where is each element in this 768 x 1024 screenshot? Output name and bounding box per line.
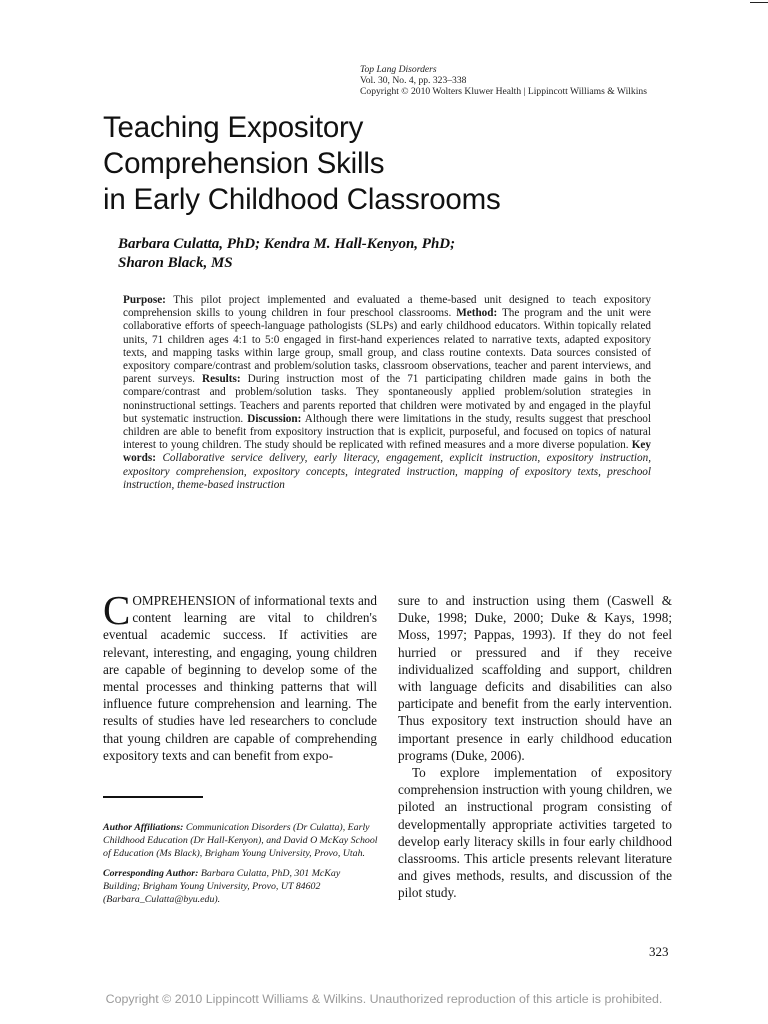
keywords-text: Collaborative service delivery, early literacy, engagement, explicit instruction, expository instruction, expository comprehension, expository concepts, integrated instruction, mapping of expository texts, preschool instruction, theme-based instruction	[123, 452, 652, 491]
purpose-label: Purpose:	[123, 294, 166, 306]
intro-paragraph	[103, 587, 377, 764]
journal-name: Top Lang Disorders	[360, 64, 437, 75]
corresponding-text: Barbara Culatta, PhD, 301 McKay Building; Brigham Young University, Provo, UT 84602 (Barbara_Culatta@byu.edu).	[103, 868, 341, 905]
affiliations-note	[103, 822, 379, 860]
journal-copyright: Copyright © 2010 Wolters Kluwer Health | Lippincott Williams & Wilkins	[360, 86, 647, 97]
title-line: Comprehension Skills	[103, 147, 385, 180]
results-label: Results:	[202, 373, 241, 386]
keywords-label: Key words:	[123, 439, 651, 465]
body-paragraph: To explore implementation of expository comprehension instruction with young children, we piloted an instructional program consisting of developmentally appropriate activities targeted to develop early literacy skills in four early childhood classrooms. This article presents relevant literature and gives methods, results, and discussion of the pilot study.	[398, 765, 672, 901]
results-text: During instruction most of the 71 participating children made gains in both the compare/contrast and problem/solution tasks. They spontaneously applied problem/solution strategies in noninstructional settings. Teachers and parents reported that children were motivated by and engaged in the playful but systematic instruction.	[123, 373, 652, 425]
intro-text: OMPREHENSION of informational texts and content learning are vital to children's eventual academic success. If activities are relevant, interesting, and engaging, young children are capable of beginning to develop some of the mental processes and thinking patterns that will influence future comprehension and learning. The results of studies have led researchers to conclude that young children are capable of comprehending expository texts and can benefit from expo-	[103, 593, 377, 763]
title-line: in Early Childhood Classrooms	[103, 183, 501, 216]
affiliations-label: Author Affiliations:	[103, 822, 184, 833]
title-line: Teaching Expository	[103, 111, 364, 144]
body-paragraph: sure to and instruction using them (Caswell & Duke, 1998; Duke, 2000; Duke & Kays, 1998; Moss, 1997; Pappas, 1993). If they do not feel hurried or pressured and if they receive individualized scaffolding and support, children with language deficits and disabilities can also participate and benefit from the early intervention. Thus expository text instruction should have an important presence in early childhood education programs (Duke, 2006).	[398, 593, 672, 763]
discussion-text: Although there were limitations in the study, results suggest that preschool children are able to benefit from expository instruction that is explicit, purposeful, and focused on topics of natural interest to young children. The study should be replicated with refined measures and a more diverse population.	[123, 412, 652, 452]
page-number: 323	[649, 944, 669, 959]
corresponding-note	[103, 868, 379, 906]
affiliations-text: Communication Disorders (Dr Culatta), Early Childhood Education (Dr Hall-Kenyon), and David O McKay School of Education (Ms Black), Brigham Young University, Provo, Utah.	[103, 822, 378, 859]
footnote-rule	[103, 796, 203, 798]
discussion-label: Discussion:	[247, 412, 302, 425]
corresponding-label: Corresponding Author:	[103, 868, 199, 880]
article-title	[103, 110, 501, 218]
journal-volume: Vol. 30, No. 4, pp. 323–338	[360, 75, 467, 86]
copyright-footer: Copyright © 2010 Lippincott Williams & Wilkins. Unauthorized reproduction of this article is prohibited.	[105, 992, 663, 1006]
abstract	[123, 294, 651, 492]
body-column-right	[398, 592, 672, 902]
journal-info	[360, 64, 647, 97]
method-label: Method:	[456, 307, 498, 320]
authors	[118, 235, 455, 273]
author-line: Barbara Culatta, PhD; Kendra M. Hall-Kenyon, PhD;	[118, 236, 456, 252]
drop-cap: C	[103, 587, 131, 633]
corner-mark	[750, 2, 768, 3]
body-column-left	[103, 587, 377, 764]
method-text: The program and the unit were collaborative efforts of speech-language pathologists (SLPs) and early childhood educators. Within topically related units, 71 children ages 4:1 to 5:0 engaged in first-hand experiences related to narrative texts, adapted expository texts, and mapping tasks within large group, small group, and class routine contexts. Data sources consisted of expository compare/contrast and problem/solution tasks, classroom observations, teacher and parent interviews, and parent surveys.	[123, 307, 651, 386]
author-line: Sharon Black, MS	[118, 255, 233, 271]
footnotes	[103, 822, 379, 915]
purpose-text: This pilot project implemented and evaluated a theme-based unit designed to teach expository comprehension skills to young children in four preschool classrooms.	[123, 294, 651, 320]
